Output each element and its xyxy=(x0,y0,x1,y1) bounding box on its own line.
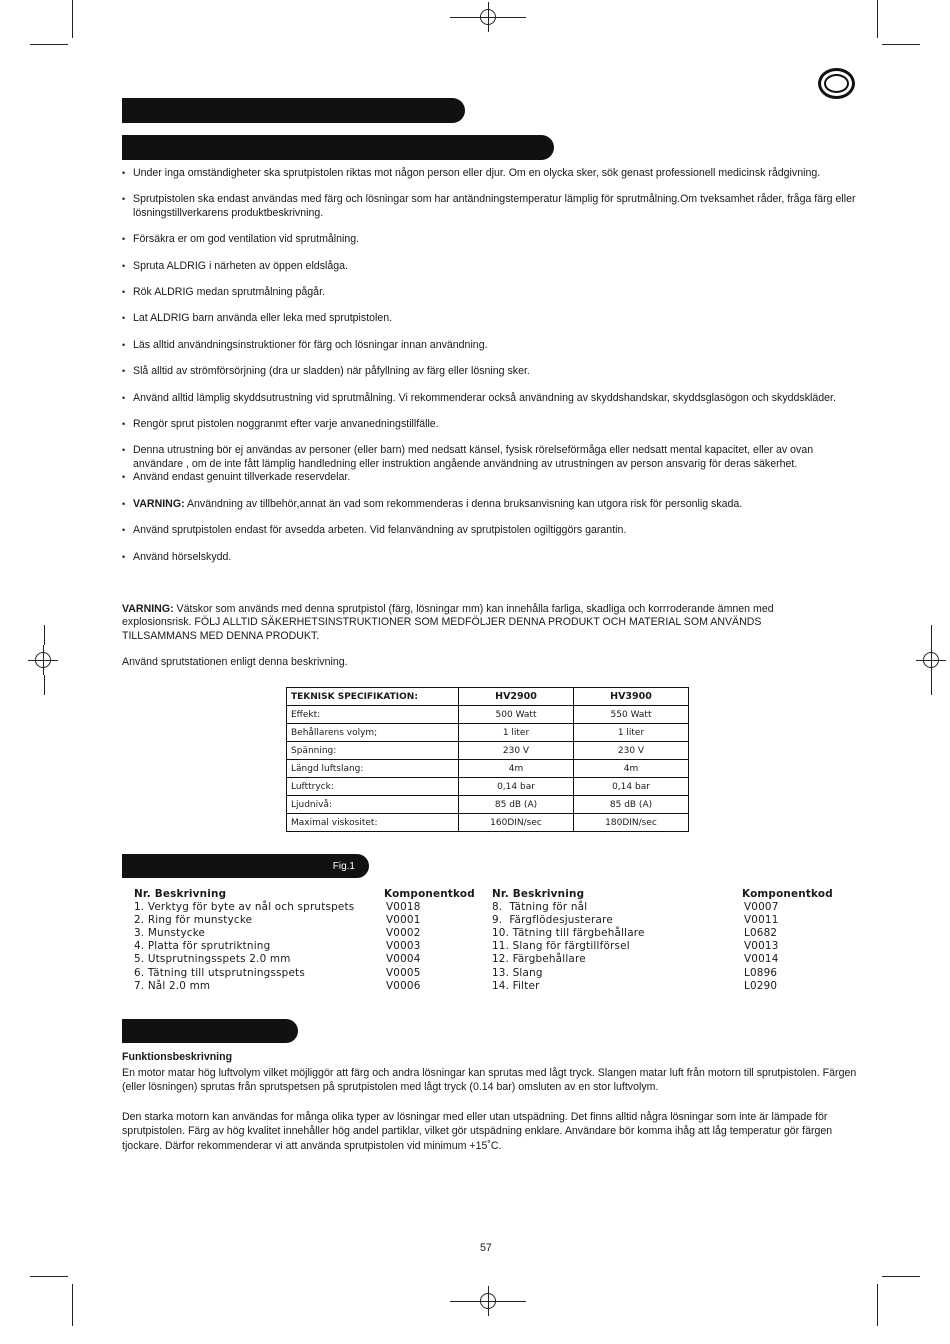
component-code: L0290 xyxy=(744,979,778,992)
registration-mark-icon xyxy=(28,645,58,675)
spec-header-row xyxy=(287,688,689,706)
safety-bullet: • Under inga omständigheter ska sprutpistolen riktas mot någon person eller djur. Om en olycka sker, sök genast professionell medicinsk rådgivning. xyxy=(122,167,862,180)
spec-header-cell: TEKNISK SPECIFIKATION: xyxy=(287,688,459,706)
spec-cell: 500 Watt xyxy=(459,706,574,724)
spec-table xyxy=(286,687,689,832)
spec-cell: 4m xyxy=(459,760,574,778)
list-item: 2. Ring för munstycke xyxy=(134,914,253,927)
function-paragraph: En motor matar hög luftvolym vilket möjliggör att färg och andra lösningar kan sprutas med lågt tryck. Slangen matar luft från motorn till sprutpistolen. Färgen (eller lösningen) sprutas från sprutspetsen på sprutpistolen med lågt tryck (0.14 bar) omsluten av en stor luftvolym. xyxy=(122,1067,857,1094)
component-code: V0014 xyxy=(744,953,779,966)
parts-header: Nr. Beskrivning xyxy=(492,888,585,900)
safety-bullet: • Använd alltid lämplig skyddsutrustning vid sprutmålning. Vi rekommenderar också användning av skyddshandskar, skyddsglasögon och skyddskläder. xyxy=(122,392,862,405)
safety-bullet: • Försäkra er om god ventilation vid sprutmålning. xyxy=(122,233,862,246)
list-item: 1. Verktyg för byte av nål och sprutspets xyxy=(134,901,355,914)
safety-bullet: • Rengör sprut pistolen noggranmt efter varje anvanedningstillfälle. xyxy=(122,418,862,431)
spec-cell: Maximal viskositet: xyxy=(287,814,459,832)
safety-bullet: • Spruta ALDRIG i närheten av öppen eldslåga. xyxy=(122,260,862,273)
spec-cell: 550 Watt xyxy=(574,706,689,724)
component-code: V0006 xyxy=(386,979,421,992)
component-code: V0007 xyxy=(744,901,779,914)
crop-mark-icon xyxy=(30,44,68,45)
crop-mark-icon xyxy=(877,0,878,38)
crop-mark-icon xyxy=(931,675,932,695)
crop-mark-icon xyxy=(882,44,920,45)
crop-mark-icon xyxy=(450,1301,473,1302)
spec-header-cell: HV2900 xyxy=(459,688,574,706)
safety-bullet: • Läs alltid användningsinstruktioner för färg och lösningar innan användning. xyxy=(122,339,862,352)
list-item: 11. Slang för färgtillförsel xyxy=(492,940,630,953)
spec-header-cell: HV3900 xyxy=(574,688,689,706)
spec-cell: Behållarens volym; xyxy=(287,724,459,742)
spec-cell: Ljudnivå: xyxy=(287,796,459,814)
crop-mark-icon xyxy=(30,1276,68,1277)
crop-mark-icon xyxy=(882,1276,920,1277)
safety-bullet: • Använd hörselskydd. xyxy=(122,551,862,564)
component-code: V0004 xyxy=(386,953,421,966)
list-item: 9. Färgflödesjusterare xyxy=(492,914,613,927)
page-number: 57 xyxy=(480,1242,492,1254)
list-item: 4. Platta för sprutriktning xyxy=(134,940,271,953)
safety-bullet: • Använd sprutpistolen endast för avsedda arbeten. Vid felanvändning av sprutpistolen ogiltiggörs garantin. xyxy=(122,524,862,537)
parts-codes-right xyxy=(742,888,833,993)
list-item: 14. Filter xyxy=(492,979,540,992)
function-paragraph: Den starka motorn kan användas for många olika typer av lösningar med eller utan utspädning. Det finns alltid några lösningar som inte är lämpade för sprutpistolen. Färg av hög kvalitet innehåller hög andel partiklar, vilket gör utspädning enklare. Användare bör komma ihåg att låg temperatur gör färgen tjockare. Därfor rekommenderar vi att använda sprutpistolen vid minimum +15˚C. xyxy=(122,1111,833,1152)
crop-mark-icon xyxy=(44,625,45,645)
safety-bullet: • Rök ALDRIG medan sprutmålning pågår. xyxy=(122,286,862,299)
safety-bullet: • Sprutpistolen ska endast användas med färg och lösningar som har antändningstemperatur lämplig för sprutmålning.Om tveksamhet råder, fråga färg eller lösningstillverkarens produktbeskrivning. xyxy=(122,193,862,220)
figure-bar xyxy=(122,854,369,878)
spec-cell: 85 dB (A) xyxy=(574,796,689,814)
crop-mark-icon xyxy=(877,1284,878,1326)
safety-bullet: • Använd endast genuint tillverkade reservdelar. xyxy=(122,471,862,484)
spec-cell: Spänning: xyxy=(287,742,459,760)
spec-cell: 4m xyxy=(574,760,689,778)
spec-cell: 230 V xyxy=(574,742,689,760)
parts-header: Komponentkod xyxy=(742,888,833,900)
registration-mark-icon xyxy=(473,2,503,32)
component-code: L0896 xyxy=(744,966,778,979)
spec-cell: Effekt: xyxy=(287,706,459,724)
registration-mark-icon xyxy=(916,645,946,675)
safety-bullet: • Lat ALDRIG barn använda eller leka med sprutpistolen. xyxy=(122,312,862,325)
component-code: L0682 xyxy=(744,927,778,940)
spec-cell: 0,14 bar xyxy=(459,778,574,796)
warning-label: VARNING: xyxy=(122,603,174,615)
parts-list-left xyxy=(134,888,354,993)
figure-label: Fig.1 xyxy=(332,861,355,872)
list-item: 5. Utsprutningsspets 2.0 mm xyxy=(134,953,291,966)
spec-row xyxy=(287,778,689,796)
parts-header: Nr. Beskrivning xyxy=(134,888,227,900)
section-bar-1 xyxy=(122,98,465,123)
section-bar-function xyxy=(122,1019,298,1043)
spec-row xyxy=(287,742,689,760)
parts-list-right xyxy=(492,888,645,993)
spec-cell: Lufttryck: xyxy=(287,778,459,796)
component-code: V0003 xyxy=(386,940,421,953)
list-item: 6. Tätning till utsprutningsspets xyxy=(134,966,305,979)
component-code: V0002 xyxy=(386,927,421,940)
parts-codes-left xyxy=(384,888,475,993)
list-item: 12. Färgbehållare xyxy=(492,953,586,966)
crop-mark-icon xyxy=(72,0,73,38)
crop-mark-icon xyxy=(450,17,473,18)
spec-cell: 1 liter xyxy=(574,724,689,742)
spec-row xyxy=(287,796,689,814)
crop-mark-icon xyxy=(503,1301,526,1302)
spec-cell: 85 dB (A) xyxy=(459,796,574,814)
function-title: Funktionsbeskrivning xyxy=(122,1051,233,1063)
spec-cell: 0,14 bar xyxy=(574,778,689,796)
safety-bullet: • Denna utrustning bör ej användas av personer (eller barn) med nedsatt känsel, fysisk rörelseförmåga eller nedsatt mental kapacitet, eller av ovan användare , om de inte fått lämplig handledning eller instruktion angående användning av utrustningen av person ansvarig för deras säkerhet. xyxy=(122,444,862,471)
component-code: V0001 xyxy=(386,914,421,927)
spec-row xyxy=(287,706,689,724)
usage-line: Använd sprutstationen enligt denna beskrivning. xyxy=(122,656,348,668)
crop-mark-icon xyxy=(72,1284,73,1326)
spec-cell: 1 liter xyxy=(459,724,574,742)
crop-mark-icon xyxy=(503,17,526,18)
component-code: V0011 xyxy=(744,914,779,927)
language-badge-icon xyxy=(818,68,855,99)
safety-bullet: • Slå alltid av strömförsörjning (dra ur sladden) när påfyllning av färg eller lösning sker. xyxy=(122,365,862,378)
parts-header: Komponentkod xyxy=(384,888,475,900)
safety-bullet-warning: • VARNING: Användning av tillbehör,annat än vad som rekommenderas i denna bruksanvisning kan utgora risk för personlig skada. xyxy=(122,498,862,511)
spec-cell: 180DIN/sec xyxy=(574,814,689,832)
spec-row xyxy=(287,760,689,778)
section-bar-safety xyxy=(122,135,554,160)
list-item: 8. Tätning för nål xyxy=(492,901,588,914)
warning-paragraph: VARNING: Vätskor som används med denna sprutpistol (färg, lösningar mm) kan innehålla farliga, skadliga och korrroderande ämnen med explosionsrisk. FÖLJ ALLTID SÄKERHETSINSTRUKTIONER SOM MEDFÖLJER DENNA PRODUKT OCH MATERIAL SOM ANVÄNDS TILLSAMMANS MED DENNA PRODUKT. xyxy=(122,603,774,642)
spec-cell: 230 V xyxy=(459,742,574,760)
spec-row xyxy=(287,724,689,742)
crop-mark-icon xyxy=(44,675,45,695)
component-code: V0013 xyxy=(744,940,779,953)
component-code: V0005 xyxy=(386,966,421,979)
spec-row xyxy=(287,814,689,832)
list-item: 10. Tätning till färgbehållare xyxy=(492,927,645,940)
spec-cell: 160DIN/sec xyxy=(459,814,574,832)
list-item: 3. Munstycke xyxy=(134,927,206,940)
crop-mark-icon xyxy=(931,625,932,645)
spec-cell: Längd luftslang: xyxy=(287,760,459,778)
component-code: V0018 xyxy=(386,901,421,914)
list-item: 7. Nål 2.0 mm xyxy=(134,979,211,992)
safety-bullet-list xyxy=(122,167,862,577)
registration-mark-icon xyxy=(473,1286,503,1316)
list-item: 13. Slang xyxy=(492,966,543,979)
